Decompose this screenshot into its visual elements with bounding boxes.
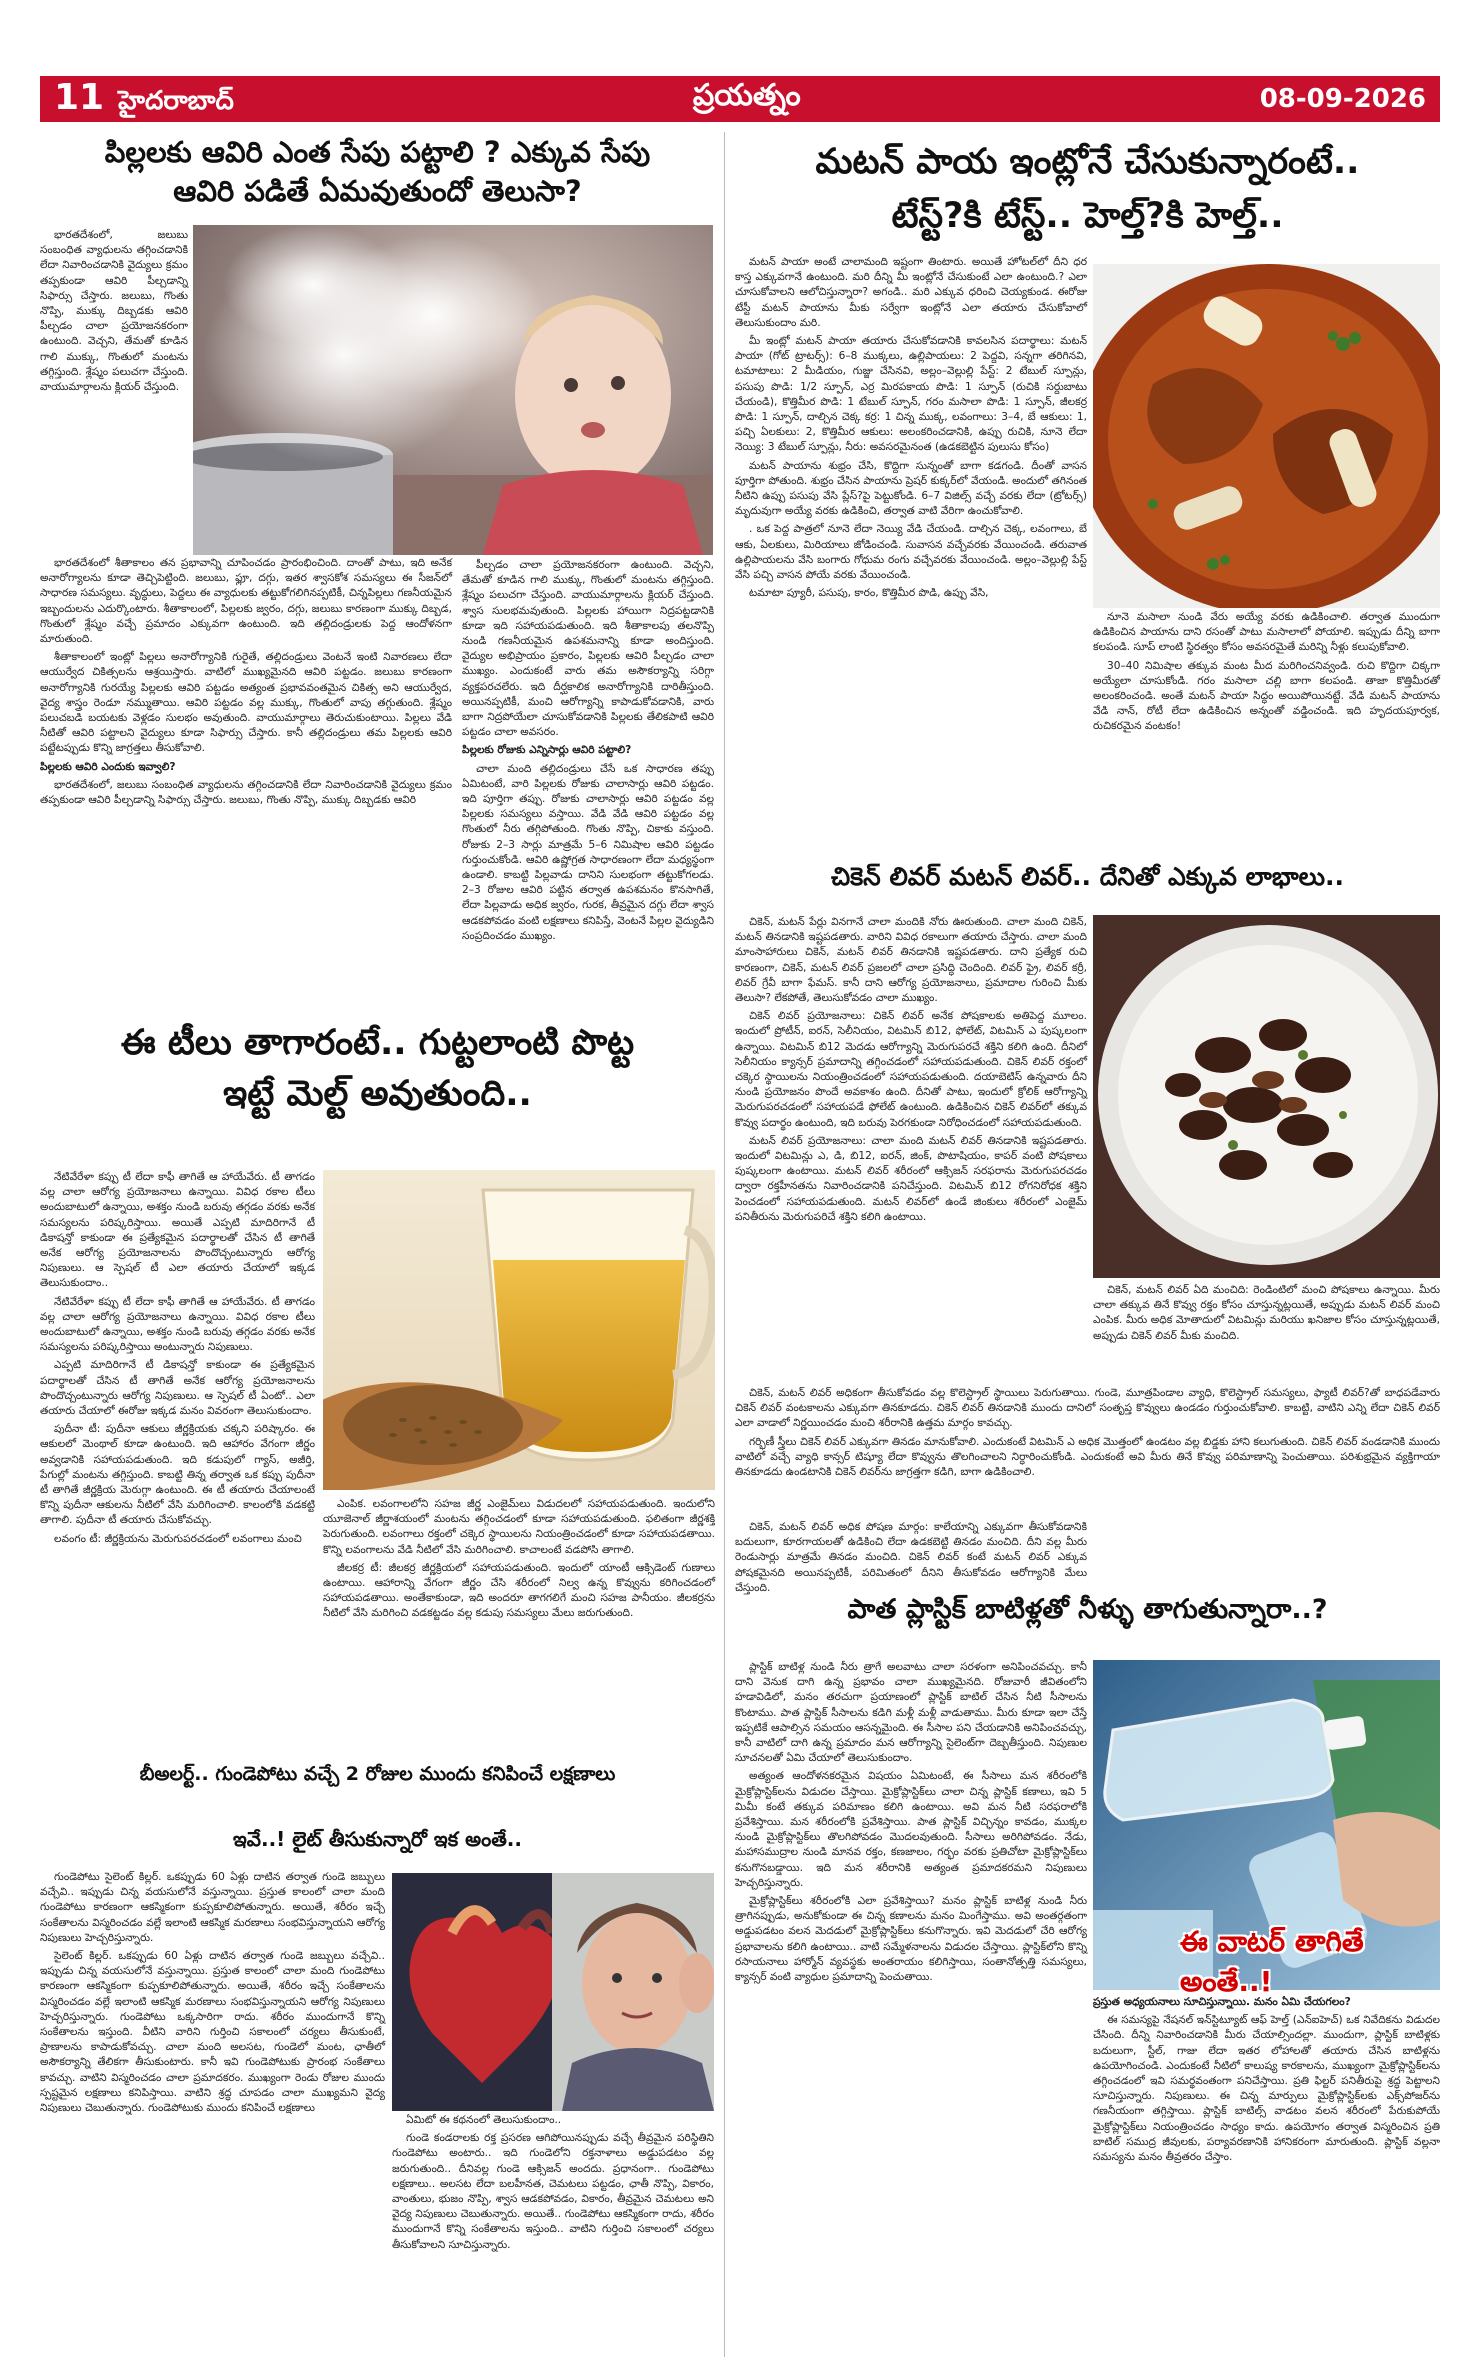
paragraph: గుండెపోటు సైలెంట్ కిల్లర్. ఒకప్పుడు 60 ఏళ్లు దాటిన తర్వాత గుండె జబ్బులు వచ్చేవి.. ఇప్పుడు చిన్న వయసులోనే వస్తున్నాయి. ప్రస్తుత కాలంలో చాలా మంది గుండెపోటు కారణంగా ఆకస్మికంగా కుప్పకూలిపోతున్నారు. అయితే, శరీరం ఇచ్చే సంకేతాలను విస్మరించడం వల్లే ఇలాంటి ఆకస్మిక మరణాలు సంభవిస్తున్నాయని ఆరోగ్య నిపుణులు హెచ్చరిస్తున్నారు.: [40, 1871, 385, 1944]
paragraph: . ఒక పెద్ద పాత్రలో నూనె లేదా నెయ్యి వేడి చేయండి. దాల్చిన చెక్క, లవంగాలు, బే ఆకు, ఏలకులు, మిరియాలు జోడించండి. సువాసన వచ్చేవరకు వేయించండి. తరువాత ఉల్లిపాయలను వేసి బంగారు గోధుమ రంగు వచ్చేవరకు వేయించండి. అల్లం–వెల్లుల్లి పేస్ట్ వేసి పచ్చి వాసన పోయే వరకు వేయించండి.: [735, 523, 1087, 582]
plastic-photo-overlay-text: ఈ వాటర్ తాగితే అంతే..!: [1180, 1925, 1364, 1998]
paragraph: చికెన్, మటన్ పేర్లు వినగానే చాలా మందికి నోరు ఊరుతుంది. చాలా మంది చికెన్, మటన్ తినడానికి ఇష్టపడతారు. వారిని వివిధ రకాలుగా తయారు చేస్తారు. చాలా మంది మాంసాహారులు చికెన్, మటన్ లివర్ తినడానికి ఇష్టపడతారు. దాని ప్రత్యేక రుచి కారణంగా, చికెన్, మటన్ లివర్ ప్రజలలో చాలా ప్రసిద్ధి చెందింది. లివర్ ఫ్రై, లివర్ కర్రీ, లివర్ గ్రేవీ బాగా ఫేమస్. కానీ దాని ఆరోగ్య ప్రయోజనాలు, ప్రమాదాల గురించి మీకు తెలుసా? లేకపోతే, తెలుసుకోవడం చాలా ముఖ్యం.: [735, 916, 1087, 1005]
city-name: హైదరాబాద్: [118, 85, 234, 116]
plastic-col2: [1093, 1995, 1440, 2168]
paragraph: చికెన్, మటన్ లివర్ అధికంగా తీసుకోవడం వల్ల కొలెస్ట్రాల్ స్థాయిలు పెరుగుతాయి. గుండె, మూత్రపిండాల వ్యాధి, కొలెస్ట్రాల్ సమస్యలు, ఫ్యాటీ లివర్?తో బాధపడేవారు చికెన్ లివర్ వంటకాలను ఎక్కువగా తినకూడదు. చికెన్ లివర్ తినడానికి ముందు దానిలో సంతృప్త కొవ్వులు ఉండడం గుర్తుంచుకోవాలి. కాబట్టి, వాటిని ఎన్ని లేదా చికెన్ లివర్ ఎలా వాడాలో నిర్ణయించడం మంచి శరీరానికి ఉత్తమ మార్గం కావచ్చు.: [735, 1387, 1440, 1430]
paragraph: మటన్ పాయా అంటే చాలామంది ఇష్టంగా తింటారు. అయితే హోటల్‌లో దీని ధర కాస్త ఎక్కువగానే ఉంటుంది. మరి దీన్ని మీ ఇంట్లోనే చేసుకుంటే ఎలా ఉంటుంది.? ఎలా చూసుకోవాలని ఆలోచిస్తున్నారా? అగండి.. మరి ఎక్కువ ధరించి చెయ్యకుండ. ఈరోజు టేస్టీ మటన్ పాయాను మీకు సర్వేగా ఇంట్లోనే ఎలా తయారు చేసుకోవాలో తెలుసుకుందాం మరి.: [735, 256, 1087, 329]
paragraph: గుండె కండరాలకు రక్త ప్రసరణ ఆగిపోయినప్పుడు వచ్చే తీవ్రమైన పరిస్థితిని గుండెపోటు అంటారు.. ఇది గుండెలోని రక్తనాళాలు అడ్డుపడటం వల్ల జరుగుతుంది.. దీనివల్ల గుండె ఆక్సిజన్ అందదు. ప్రధానంగా.. గుండెపోటు లక్షణాలు.. అలసట లేదా బలహీనత, చెమటలు పట్టడం, ఛాతీ నొప్పి, వికారం, వాంతులు, భుజం నొప్పి, శ్వాస ఆడకపోవడం, వికారం, తీవ్రమైన చెమటలు అని వైద్య నిపుణులు చెబుతున్నారు. అయితే.. గుండెపోటు ఆకస్మికంగా రాదు, శరీరం ముందుగానే కొన్ని సంకేతాలను ఇస్తుంది.. వాటిని గుర్తించి సకాలంలో చర్యలు తీసుకోవాలని సూచిస్తున్నారు.: [392, 2132, 714, 2251]
edition-date: 08-09-2026: [1259, 84, 1426, 114]
tea-headline-line2: ఇట్టే మెల్ట్ అవుతుంది..: [223, 1073, 532, 1114]
heart-col2: [392, 2113, 714, 2256]
tea-headline: [40, 1018, 715, 1120]
heart-woman-photo: [392, 1873, 714, 2111]
paragraph: ఏమిటో ఈ కథనంలో తెలుసుకుందాం..: [406, 2114, 562, 2126]
paragraph: భారతదేశంలో, జలుబు సంబంధిత వ్యాధులను తగ్గించడానికి లేదా నివారించడానికి వైద్యులు క్రమం తప్పకుండా ఆవిరి పీల్చడాన్ని సిఫార్సు చేస్తారు. జలుబు, గొంతు నొప్పి, ముక్కు దిబ్బడకు ఆవిరి: [40, 778, 452, 807]
liver-fry-photo: [1093, 915, 1440, 1278]
liver-col-full: [735, 1386, 1440, 1483]
paragraph: సైలెంట్ కిల్లర్. ఒకప్పుడు 60 ఏళ్లు దాటిన తర్వాత గుండె జబ్బులు వచ్చేవి.. ఇప్పుడు చిన్న వయసులోనే వస్తున్నాయి. ప్రస్తుత కాలంలో చాలా మంది గుండెపోటు కారణంగా ఆకస్మికంగా కుప్పకూలిపోతున్నారు. అయితే, శరీరం ఇచ్చే సంకేతాలను విస్మరించడం వల్లే ఇలాంటి ఆకస్మిక మరణాలు సంభవిస్తున్నాయని ఆరోగ్య నిపుణులు హెచ్చరిస్తున్నారు. గుండెపోటు ఒక్కసారిగా రాదు. శరీరం ముందుగానే కొన్ని సంకేతాలను ఇస్తుంది. వీటిని వారిని గుర్తించి సకాలంలో చర్యలు తీసుకుంటే, ప్రాణాలను కాపాడుకోవచ్చు. చాలా మంది అలసట, గుండెలో మంట, ఛాతీలో అసౌకర్యాన్ని తేలికగా తీసుకుంటారు. కానీ ఇవి గుండెపోటుకు ప్రారంభ సంకేతాలు కావచ్చు. వాటిని విస్మరించడం చాలా ప్రమాదకరం. ముఖ్యంగా రెండు రోజుల ముందు స్పష్టమైన లక్షణాలు కనిపిస్తాయి. వాటిని శ్రద్ధ చూపడం చాలా ముఖ్యమని వైద్య నిపుణులు చెబుతున్నారు. గుండెపోటుకు ముందు కనిపించే లక్షణాలు: [40, 1950, 385, 2115]
liver-tail: [735, 1520, 1087, 1599]
paragraph: అత్యంత ఆందోళనకరమైన విషయం ఏమిటంటే, ఈ సీసాలు మన శరీరంలోకి మైక్రోప్లాస్టిక్‌లను విడుదల చేస్తాయి. మైక్రోప్లాస్టిక్‌లు చాలా చిన్న ప్లాస్టిక్ కణాలు, ఇవి 5 మిమీ కంటే తక్కువ పరిమాణం కలిగి ఉంటాయి. అవి మన నీటి సరఫరాలోకి ప్రవేశిస్తాయి. మన శరీరంలోకి ప్రవేశిస్తాయి. పాత ప్లాస్టిక్ విచ్ఛిన్నం కావడం, ముక్కల నుండి మైక్రోప్లాస్టిక్‌లు తొలగిపోవడం మొదలవుతుంది. సీసాలు అరిగిపోవడం. నేడు, మహాసముద్రాల నుండి మానవ రక్తం, కణజాలం, గర్భం వరకు ప్రతిచోటా మైక్రోప్లాస్టిక్‌లు కనుగొనబడ్డాయి. ఇది మన శరీరానికి అత్యంత ప్రమాదకరమని నిపుణులు హెచ్చరిస్తున్నారు.: [735, 1770, 1087, 1889]
mutton-paya-photo: [1093, 264, 1440, 608]
mutton-headline: [735, 135, 1440, 244]
masthead: [40, 76, 1440, 122]
liver-headline: చికెన్ లివర్ మటన్ లివర్.. దేనితో ఎక్కువ లాభాలు..: [830, 862, 1344, 891]
paragraph: ప్లాస్టిక్ బాటిళ్ల నుండి నీరు త్రాగే అలవాటు చాలా సరళంగా అనిపించవచ్చు. కానీ దాని వెనుక దాగి ఉన్న ప్రభావం చాలా ముఖ్యమైనది. రోజువారీ జీవితంలోని హడావిడిలో, మనం తరచుగా ప్రయాణంలో ప్లాస్టిక్ బాటిల్ చేసిన నీటి సీసాలను కొంటాము. పాత ప్లాస్టిక్ సీసాలను కడిగి మళ్లీ మళ్లీ వాడుతాము. మీరు కూడా ఇలా చేస్తే ఇప్పటికే ఆపాల్సిన సమయం ఆసన్నమైంది. ఈ సీసాల పని చేయడానికి అనిపించవచ్చు, కానీ వాటిలో దాగి ఉన్న ప్రమాదం మన ఆరోగ్యాన్ని సైలెంట్‌గా దెబ్బతీస్తుంది. నిపుణుల సూచనలతో ఏమి చేయాలో తెలుసుకుందాం.: [735, 1661, 1087, 1765]
paragraph: చాలా మంది తల్లిదండ్రులు చేసే ఒక సాధారణ తప్పు ఏమిటంటే, వారి పిల్లలకు రోజుకు చాలాసార్లు ఆవిరి పట్టడం. ఇది పూర్తిగా తప్పు. రోజుకు చాలాసార్లు ఆవిరి పట్టడం వల్ల పిల్లలకు సమస్యలు వస్తాయి. వేడి వేడి ఆవిరి పట్టడం వల్ల గొంతులో నీరు తగ్గిపోతుంది. గొంతు నొప్పి, చికాకు వస్తుంది. రోజుకు 2–3 సార్లు మాత్రమే 5–6 నిమిషాల ఆవిరి పట్టడం గుర్తుంచుకోండి. ఆవిరి ఉష్ణోగ్రత సాధారణంగా లేదా మధ్యస్థంగా ఉండాలి. కాబట్టి పిల్లవాడు దానిని సులభంగా తట్టుకోగలడు. 2–3 రోజుల ఆవిరి పట్టిన తర్వాత ఉపశమనం కొనసాగితే, లేదా పిల్లవాడు అధిక జ్వరం, గురక, తీవ్రమైన దగ్గు లేదా శ్వాస ఆడకపోవడం వంటి లక్షణాలు కనిపిస్తే, వెంటనే పిల్లల వైద్యుడిని సంప్రదించడం ముఖ్యం.: [462, 762, 714, 942]
column-divider: [724, 132, 725, 2357]
liver-col2: [1093, 1283, 1440, 1347]
paragraph: టమాటా ప్యూరీ, పసుపు, కారం, కొత్తిమీర పొడి, ఉప్పు వేసి,: [749, 587, 989, 600]
paragraph: గర్భిణీ స్త్రీలు చికెన్ లివర్ ఎక్కువగా తినడం మానుకోవాలి. ఎందుకంటే విటమిన్ ఎ అధిక మొత్తంలో ఉండటం వల్ల బిడ్డకు హాని కలుగుతుంది. చికెన్ లివర్ వండడానికి ముందు వాటిలో వచ్చే వ్యాధి కాన్సర్ టిష్యూ లేదా కొవ్వును తొలగించాలని నిర్ధారించుకోండి. ఎందుకంటే అవి మీరు తినే కొవ్వు పరిమాణాన్ని పెంచుతాయి. పరిశుభ్రమైన వ్యక్తిగాయా తినకూడదు ఉండటానికి చికెన్ లివర్‌ను జాగ్రత్తగా కడిగి, బాగా ఉడికించాలి.: [735, 1435, 1440, 1479]
paragraph: నేటివేరేళా కప్పు టీ లేదా కాఫీ తాగితే ఆ హాయేవేరు. టీ తాగడం వల్ల చాలా ఆరోగ్య ప్రయోజనాలు ఉన్నాయి. వివిధ రకాల టీలు అందుబాటులో ఉన్నాయి, అశక్తం నుండి బరువు తగ్గడం వరకు అనేక సమస్యలను పరిష్కరిస్తాయి. అయితే ఎప్పటి మాదిరిగానే టీ డికాషన్తో కాకుండా ఈ ప్రత్యేకమైన పదార్థాలతో చేసిన టీ తాగితే అనేక ఆరోగ్య ప్రయోజనాలను పొందొచ్చంటున్నారు ఆరోగ్య నిపుణులు. ఆ స్పెషల్ టీ ఎలా తయారు చేయాలో ఇక్కడ తెలుసుకుందాం..: [40, 1171, 315, 1290]
heart-headline: బీఅలర్ట్.. గుండెపోటు వచ్చే 2 రోజుల ముందు కనిపించే లక్షణాలు: [139, 1763, 616, 1785]
paragraph: లవంగం టీ: జీర్ణక్రియను మెరుగుపరచడంలో లవంగాలు మంచి: [54, 1532, 302, 1545]
paragraph: చికెన్, మటన్ లివర్ అధిక పోషణ మార్గం: కాలేయాన్ని ఎక్కువగా తీసుకోవడానికి బదులుగా, కూరగాయలతో ఉడికించి లేదా ఉడకబెట్టి తినడం మంచిది. దీని వల్ల మీరు రెండుసార్లు మాత్రమే తినడం మంచిది. చికెన్ లివర్ కంటే మటన్ లివర్ ఎక్కువ పోషకమైనది అయినప్పటికీ, పరిమితంలో దీనిని తీసుకోవడం ఆరోగ్యానికి మేలు చేస్తుంది.: [735, 1521, 1087, 1594]
steam-headline-line2: ఆవిరి పడితే ఏమవుతుందో తెలుసా?: [173, 174, 582, 209]
paragraph: ఎంపిక. లవంగాలలోని సహజ జీర్ణ ఎంజైమ్‌లు విడుదలలో సహాయపడుతుంది. ఇందులోని యూజెనాల్ జీర్ణాశయంలో మంటను తగ్గించడంలో కూడా సహాయపడుతుంది. ఫలితంగా జీర్ణశక్తి పెరుగుతుంది. లవంగాలు రక్తంలో చక్కెర స్థాయిలను నియంత్రించడంలో కూడా సహాయపడతాయి. కొన్ని లవంగాలను వేడి నీటిలో వేసి మరిగించాలి. కాచాలంటే వడపోసి తాగాలి.: [323, 1498, 715, 1556]
paragraph: మటన్ పాయాను శుభ్రం చేసి, కొద్దిగా సున్నంతో బాగా కడగండి. దీంతో వాసన పూర్తిగా పోతుంది. శుభ్రం చేసిన పాయాను ప్రెషర్ కుక్కర్‌లో వేయండి. అందులో తగినంత నీటిని ఉప్పు పసుపు వేసి ప్లేస్?పై పెట్టుకోండి. 6–7 విజిల్స్ వచ్చే వరకు లేదా (ట్రోటర్స్) మృదువుగా అయ్యే వరకు ఉడికించి, తర్వాత వాటి వేరిగా ఉంచుకోవాలి.: [735, 459, 1087, 518]
plastic-col1: [735, 1660, 1087, 1988]
paragraph: జీలకర్ర టీ: జీలకర్ర జీర్ణక్రియలో సహాయపడుతుంది. ఇందులో యాంటీ ఆక్సిడెంట్ గుణాలు ఉంటాయి. ఆహారాన్ని వేగంగా జీర్ణం చేసి శరీరంలో నిల్వ ఉన్న కొవ్వును కరిగించడంలో సహాయపడతాయి. అంతేకాకుండా, ఇది అందరూ తాగగలిగే మంచి సహజ పానీయం. జీలకర్రను నీటిలో వేసి మరిగించి వడకట్టడం వల్ల కడుపు సమస్యలు మేలు జరుగుతుంది.: [323, 1561, 715, 1620]
steam-headline: [40, 133, 715, 211]
plastic-headline: పాత ప్లాస్టిక్ బాటిళ్లతో నీళ్ళు తాగుతున్నారా..?: [847, 1594, 1328, 1625]
paragraph: ఎప్పటి మాదిరిగానే టీ డికాషన్తో కాకుండా ఈ ప్రత్యేకమైన పదార్థాలతో చేసిన టీ తాగితే అనేక ఆరోగ్య ప్రయోజనాలను పొందొచ్చంటున్నారు ఆరోగ్య నిపుణులు. ఆ స్పెషల్ టీ ఏంటో.. ఎలా తయారు చేయాలో ఈరోజు ఇక్కడ మనం వివరంగా తెలుసుకుందాం.: [40, 1359, 315, 1418]
heart-subhead: ఇవే..! లైట్ తీసుకున్నారో ఇక అంతే..: [232, 1827, 523, 1851]
cumin-tea-photo: [323, 1170, 715, 1490]
liver-col1: [735, 915, 1087, 1228]
mutton-headline-line1: మటన్ పాయ ఇంట్లోనే చేసుకున్నారంటే..: [815, 142, 1360, 182]
paragraph: భారతదేశంలో శీతాకాలం తన ప్రభావాన్ని చూపించడం ప్రారంభించింది. దాంతో పాటు, ఇది అనేక అనారోగ్యాలను కూడా తెచ్చిపెట్టింది. జలుబు, ఫ్లూ, దగ్గు, ఇతర శ్వాసకోశ సమస్యలు ఈ సీజన్‌లో సాధారణ సమస్యలు. వృద్ధులు, పెద్దలు ఈ వ్యాధులకు తట్టుకోగలిగినప్పటికీ, చిన్నపిల్లలు గణనీయమైన ఇబ్బందులను ఎదుర్కొంటారు. శీతాకాలంలో, పిల్లలకు జ్వరం, దగ్గు, జలుబు కారణంగా ముక్కు దిబ్బడ, గొంతులో శ్లేష్మం వచ్చే ప్రమాదం ఎక్కువగా ఉంటుంది. ఇది తల్లిదండ్రులకు పెద్ద ఆందోళనగా మారుతుంది.: [40, 557, 452, 646]
paragraph: చికెన్ లివర్ ప్రయోజనాలు: చికెన్ లివర్ అనేక పోషకాలకు అతిపెద్ద మూలం. ఇందులో ప్రోటీన్, ఐరన్, సెలీనియం, విటమిన్ బి12, ఫోలేట్, విటమిన్ ఎ పుష్కలంగా ఉన్నాయి. విటమిన్ బి12 మెదడు ఆరోగ్యాన్ని మెరుగుపరచే శక్తిని కలిగి ఉంది. దీనిలో సెలీనియం క్యాన్సర్ ప్రమాదాన్ని తగ్గించడంలో సహాయపడుతుంది. చికెన్ లివర్ రక్తంలో చక్కెర స్థాయిలను నియంత్రించడంలో సహాయపడుతుంది. దయాబెటిస్ ఉన్నవారు దీని నుండి ప్రయోజనం పొందే అవకాశం ఉంది. దీనితో పాటు, ఇందులో క్రోలిక్ ఆరోగ్యాన్ని మెరుగుపరచడంలో సహాయపడే ఫోలేట్ ఉంటుంది. ఉడికించిన చికెన్ లివర్‌లో తక్కువ కొవ్వు పదార్థం ఉంటుంది, ఇది బరువు పెరగకుండా నిరోధించడంలో సహాయపడుతుంది.: [735, 1010, 1087, 1129]
paragraph: చికెన్, మటన్ లివర్ ఏది మంచిది: రెండింటిలో మంచి పోషకాలు ఉన్నాయి. మీరు చాలా తక్కువ తినే కొవ్వు రక్తం కోసం చూస్తున్నట్లయితే, అప్పుడు మటన్ లివర్ మంచి ఎంపిక. మీరు అధిక మోతాదులో విటమిన్లు మరియు ఖనిజాల కోసం చూస్తున్నట్లయితే, అప్పుడు చికెన్ లివర్ మీకు మంచిది.: [1093, 1284, 1440, 1342]
paragraph: భారతదేశంలో, జలుబు సంబంధిత వ్యాధులను తగ్గించడానికి లేదా నివారించడానికి వైద్యులు క్రమం తప్పకుండా ఆవిరి పీల్చడాన్ని సిఫార్సు చేస్తారు. జలుబు, గొంతు నొప్పి, ముక్కు దిబ్బడకు ఆవిరి పీల్చడం చాలా ప్రయోజనకరంగా ఉంటుంది. వెచ్చని, తేమతో కూడిన గాలి ముక్కు, గొంతులో మంటను తగ్గిస్తుంది. శ్లేష్మం పలుచగా చేస్తుంది. వాయుమార్గాలను క్లియర్ చేస్తుంది.: [40, 229, 188, 394]
child-steam-photo: [193, 225, 713, 555]
steam-headline-line1: పిల్లలకు ఆవిరి ఎంత సేపు పట్టాలి ? ఎక్కువ సేపు: [104, 135, 651, 169]
paragraph: మటన్ లివర్ ప్రయోజనాలు: చాలా మంది మటన్ లివర్ తినడానికి ఇష్టపడతారు. ఇందులో విటమిన్లు ఎ, డి, బి12, ఐరన్, జింక్, పొటాషియం, కాపర్ వంటి పోషకాలు పుష్కలంగా ఉంటాయి. మటన్ లివర్ శరీరంలో ఆక్సిజన్ సరఫరాను మెరుగుపరచడం ద్వారా రక్తహీనతను నివారించడానికి పనిచేస్తుంది. విటమిన్ బి12 రోగనిరోధక శక్తిని పెంచడంలో సహాయపడుతుంది. మటన్ లివర్‌లో ఉండే జింకులు శరీరంలో ఎంజైమ్ పనితీరును మెరుగుపరిచే శక్తిని కలిగి ఉంటాయి.: [735, 1134, 1087, 1223]
newspaper-title: ప్రయత్నం: [692, 78, 801, 113]
steam-col2: [462, 558, 714, 947]
paragraph: మీ ఇంట్లో మటన్ పాయా తయారు చేసుకోవడానికి కావలసిన పదార్థాలు: మటన్ పాయా (గోట్ ట్రాటర్స్): 6–8 ముక్కలు, ఉల్లిపాయలు: 2 పెద్దవి, సన్నగా తరిగినవి, టమాటాలు: 2 మీడియం, గుజ్జు చేసినవి, అల్లం–వెల్లుల్లి పేస్ట్: 2 టేబుల్ స్పూన్లు, పసుపు పొడి: 1/2 స్పూన్, ఎర్ర మిరపకాయ పొడి: 1 స్పూన్ (రుచికి సర్దుబాటు చేయండి), కొత్తిమీర పొడి: 1 టేబుల్ స్పూన్, గరం మసాలా పొడి: 1 స్పూన్, జీలకర్ర పొడి: 1 స్పూన్, దాల్చిన చెక్క కర్ర: 1 చిన్న ముక్క, లవంగాలు: 3–4, బే ఆకులు: 1, పచ్చి ఏలకులు: 2, కొత్తిమీర ఆకులు: అలంకరించడానికి, ఉప్పు రుచికి, నూనె లేదా నెయ్యి: 3 టేబుల్ స్పూన్లు, నీరు: అవసరమైనంత (ఉడకబెట్టిన పులుసు కోసం): [735, 335, 1087, 454]
paragraph: పిల్లలకు రోజుకు ఎన్నిసార్లు ఆవిరి పట్టాలి?: [462, 744, 632, 757]
paragraph: మైక్రోప్లాస్టిక్‌లు శరీరంలోకి ఎలా ప్రవేశిస్తాయి? మనం ప్లాస్టిక్ బాటిళ్ల నుండి నీరు త్రాగినప్పుడు, అనుకోకుండా ఈ చిన్న కణాలను మనం మింగేస్తాము. అవి అంతర్గతంగా అడ్డుపడటం వలన మెదడులో మైక్రోప్లాస్టిక్‌లు కనుగొన్నారు. ఇవి మెదడులో చేరి ఆరోగ్య ప్రభావాలను కలిగి ఉంటాయి.. వాటి సమ్మేళనాలను విడుదల చేస్తాయి. ప్లాస్టిక్‌లోని కొన్ని రసాయనాలు హార్మోన్ వ్యవస్థకు అంతరాయం కలిగిస్తాయి, సంతానోత్పత్తి సమస్యలు, క్యాన్సర్ వంటి వ్యాధుల ప్రమాదాన్ని పెంచుతాయి.: [735, 1895, 1087, 1984]
paragraph: ఈ సమస్యపై నేషనల్ ఇన్‌స్టిట్యూట్ ఆఫ్ హెల్త్ (ఎన్‌ఐహెచ్) ఒక నివేదికను విడుదల చేసింది. దీన్ని నివారించడానికి మీరు చేయాల్సిందల్లా. ముందుగా, ప్లాస్టిక్ బాటిళ్లకు బదులుగా, స్టీల్, గాజు లేదా ఇతర లోహాలతో తయారు చేసిన బాటిళ్లను ఉపయోగించండి. ఎందుకంటే నీటిలో కాలుష్య కారకాలను, ముఖ్యంగా మైక్రోప్లాస్టిక్‌లను తగ్గించడంలో ఇవి సమర్థవంతంగా పనిచేస్తాయి. ప్రతి ఫిల్టర్ పనితీరుపై శ్రద్ధ పెట్టాలని సూచిస్తున్నారు. నిపుణులు. ఈ చిన్న మార్పులు మైక్రోప్లాస్టిక్‌లకు ఎక్స్‌పోజర్‌ను గణనీయంగా తగ్గిస్తాయి. ప్లాస్టిక్ బాటిల్స్ వాడటం వలన శరీరంలో పేరుకుపోయే మైక్రోప్లాస్టిక్‌లు నియంత్రించడం సాధ్యం కాదు. ఉపయోగం తర్వాత విస్మరించిన ప్రతి బాటిల్ సముద్ర జీవులకు, పర్యావరణానికి హానికరంగా మారుతుంది. ప్లాస్టిక్ వల్లనా సమస్యను మనం తీవ్రతరం చేస్తాం.: [1093, 2014, 1440, 2164]
paragraph: నూనె మసాలా నుండి వేరు అయ్యే వరకు ఉడికించాలి. తర్వాత ముందుగా ఉడికించిన పాయాను దాని రసంతో పాటు మసాలాలో పోయాలి. ఇప్పుడు దీన్ని బాగా కలపండి. సూప్ లాంటి స్థిరత్వం కోసం అవసరమైతే మరిన్ని నీళ్లు కలుపుకోవాలి.: [1093, 611, 1440, 654]
paragraph: పిల్లలకు ఆవిరి ఎందుకు ఇవ్వాలి?: [40, 760, 176, 773]
tea-col2: [323, 1497, 715, 1625]
paragraph: నేటివేరేళా కప్పు టీ లేదా కాఫీ తాగితే ఆ హాయేవేరు. టీ తాగడం వల్ల చాలా ఆరోగ్య ప్రయోజనాలు ఉన్నాయి. వివిధ రకాల టీలు అందుబాటులో ఉన్నాయి, అశక్తం నుండి బరువు తగ్గడం వరకు అనేక సమస్యలను పరిష్కరిస్తాయి అంటున్నారు నిపుణులు.: [40, 1295, 315, 1354]
paragraph: శీతాకాలంలో ఇంట్లో పిల్లలు అనారోగ్యానికి గురైతే, తల్లిదండ్రులు వెంటనే ఇంటి నివారణలు లేదా ఆయుర్వేద చికిత్సలను ఆశ్రయిస్తారు. వాటిలో ముఖ్యమైనది ఆవిరి పట్టడం. జలుబు కారణంగా అనారోగ్యానికి గురయ్యే పిల్లలకు ఆవిరి పట్టడం అత్యంత ప్రభావవంతమైన చికిత్స అని ఆయుర్వేద, వైద్య శాస్త్రం రెండూ నమ్ముతాయి. ఆవిరి పట్టడం వల్ల ముక్కు, గొంతులో వాపు తగ్గుతుంది. శ్లేష్మం పలుచబడి బయటకు వెళ్లడం సులభం అవుతుంది. వాయుమార్గాలు తెరుచుకుంటాయి. పిల్లలు వేడి నీటితో ఆవిరి పట్టాలని వైద్యులు కూడా సిఫార్సు చేస్తారు. కానీ తల్లిదండ్రులు తమ పిల్లలకు ఆవిరి పట్టేటప్పుడు కొన్ని జాగ్రత్తలు తీసుకోవాలి.: [40, 651, 452, 755]
steam-col1-wrap: [40, 228, 188, 398]
steam-col1: [40, 556, 452, 811]
paragraph: 30–40 నిమిషాల తక్కువ మంట మీద మరిగించనివ్వండి. రుచి కొద్దిగా చిక్కగా అయ్యేలా చూసుకోండి. గరం మసాలా చల్లి బాగా కలపండి. తాజా కొత్తిమీరతో అలంకరించండి. అంతే మటన్ పాయా సిద్ధం అయిపోయినట్టే. వేడి మటన్ పాయాను వేడి నాన్, రోటీ లేదా ఉడికించిన అన్నంతో వడ్డించండి. ఇది హృదయపూర్వక, రుచికరమైన వంటకం!: [1093, 659, 1440, 733]
mutton-after-image: [1093, 610, 1440, 738]
mutton-headline-line2: టేస్ట్?కి టేస్ట్.. హెల్త్?కి హెల్త్..: [891, 196, 1284, 237]
tea-col1: [40, 1170, 315, 1550]
tea-headline-line1: ఈ టీలు తాగారంటే.. గుట్టలాంటి పొట్ట: [120, 1023, 635, 1063]
page-number: 11: [54, 76, 105, 118]
heart-col1: [40, 1870, 385, 2119]
paragraph: పుదీనా టీ: పుదీనా ఆకులు జీర్ణక్రియకు చక్కని పరిష్కారం. ఈ ఆకులలో మెంథాల్ కూడా ఉంటుంది. ఇది ఆహారం వేగంగా జీర్ణం అవ్వడానికి సహాయపడుతుంది. ఇది కడుపులో గ్యాస్, అజీర్తి, పేగుల్లో మంటను తగ్గిస్తుంది. కాబట్టి తిన్న తర్వాత ఒక కప్పు పుదీనా టీ తాగితే జీర్ణక్రియ మెరుగ్గా ఉంటుంది. ఈ టీ తయారు చేయాలంటే కొన్ని పుదీనా ఆకులను నీటిలో వేసి మరిగించాలి. కాలంలోకి వడకట్టి తాగాలి. పుదీనా టీ తయారు చేసుకోవచ్చు.: [40, 1423, 315, 1527]
paragraph: పీల్చడం చాలా ప్రయోజనకరంగా ఉంటుంది. వెచ్చని, తేమతో కూడిన గాలి ముక్కు, గొంతులో మంటను తగ్గిస్తుంది. శ్లేష్మం పలుచగా చేస్తుంది. వాయుమార్గాలను క్లియర్ చేస్తుంది. శ్వాస సులభమవుతుంది. పిల్లలకు హాయిగా నిద్రపట్టడానికి కూడా ఇది సహాయపడుతుంది. ఇది శీతాకాలపు తలనొప్పి నుండి గణనీయమైన ఉపశమనాన్ని కూడా అందిస్తుంది. వైద్యుల అభిప్రాయం ప్రకారం, పిల్లలకు ఆవిరి పీల్చడం చాలా ముఖ్యం. ఎందుకంటే వారు తమ అసౌకర్యాన్ని సరిగ్గా వ్యక్తపరచలేరు. ఇది దీర్ఘకాలిక అనారోగ్యానికి దారితీస్తుంది. అయినప్పటికీ, మంచి ఆరోగ్యాన్ని కాపాడుకోవడానికి, వారు బాగా నిద్రపోయేలా చూసుకోవడానికి పిల్లలకు తేలికపాటి ఆవిరి పట్టడం చాలా అవసరం.: [462, 559, 714, 739]
paragraph: ప్రస్తుత అధ్యయనాలు సూచిస్తున్నాయి. మనం ఏమి చేయగలం?: [1093, 1996, 1351, 2008]
mutton-intro: [735, 255, 1087, 604]
